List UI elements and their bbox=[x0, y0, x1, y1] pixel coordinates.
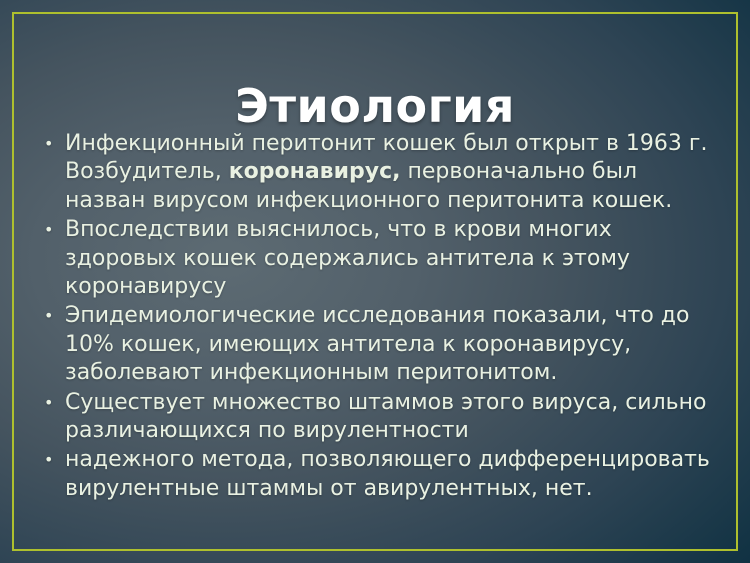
list-item bbox=[44, 216, 714, 301]
bullet-segment: Впоследствии выяснилось, что в крови многих здоровых кошек содержались антитела к этому коронавирусу bbox=[65, 217, 630, 300]
bullet-text bbox=[65, 302, 714, 387]
bullet-segment: Эпидемиологические исследования показали, что до 10% кошек, имеющих антитела к коронавирусу, заболевают инфекционным перитонитом. bbox=[65, 303, 690, 386]
bullet-marker: • bbox=[44, 134, 54, 153]
bullet-marker: • bbox=[44, 306, 54, 326]
list-item bbox=[44, 446, 714, 503]
slide-title: Этиология bbox=[235, 78, 515, 133]
bullet-segment: надежного метода, позволяющего дифференцировать вирулентные штаммы от авирулентных, нет. bbox=[65, 447, 710, 501]
list-item bbox=[44, 130, 714, 215]
list-item bbox=[44, 302, 714, 387]
bullet-list bbox=[44, 130, 714, 504]
bullet-text bbox=[65, 446, 714, 503]
bullet-segment: первоначально был назван вирусом инфекционного перитонита кошек. bbox=[65, 159, 673, 213]
bullet-text bbox=[65, 216, 714, 301]
bullet-text bbox=[65, 389, 714, 446]
bullet-marker: • bbox=[44, 392, 54, 412]
bullet-segment: Существует множество штаммов этого вируса, сильно различающихся по вирулентности bbox=[65, 389, 707, 444]
bullet-segment-bold: коронавирус, bbox=[228, 159, 401, 185]
list-item bbox=[44, 389, 714, 446]
bullet-text bbox=[65, 130, 714, 215]
bullet-marker: • bbox=[44, 450, 54, 470]
bullet-segment: Инфекционный перитонит кошек был открыт в 1963 г. Возбудитель, bbox=[65, 131, 708, 185]
bullet-marker: • bbox=[44, 220, 54, 240]
